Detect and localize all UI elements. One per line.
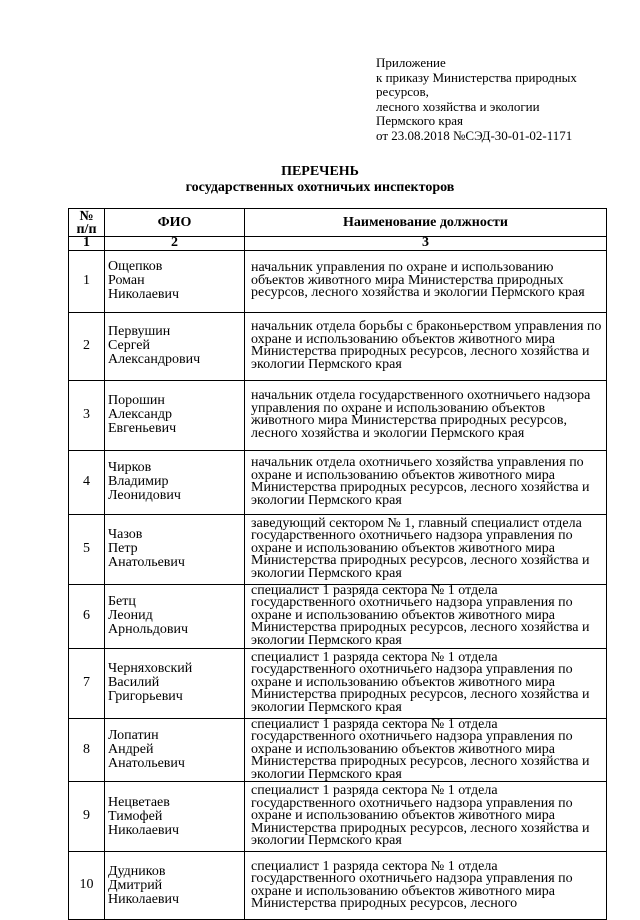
fio-surname: Лопатин — [108, 727, 159, 743]
row-fio — [105, 450, 245, 514]
row-number: 10 — [69, 852, 105, 920]
table-row — [69, 250, 607, 312]
row-number: 7 — [69, 648, 105, 718]
row-number: 3 — [69, 380, 105, 450]
fio-first: Дмитрий — [108, 877, 163, 893]
fio-surname: Черняховский — [108, 661, 193, 676]
row-number: 1 — [69, 250, 105, 312]
fio-surname: Дудников — [108, 863, 166, 879]
row-fio — [105, 380, 245, 450]
appendix-block — [376, 56, 636, 143]
fio-patronymic: Николаевич — [108, 891, 180, 907]
fio-patronymic: Леонидович — [108, 488, 181, 503]
position-text: специалист 1 разряда сектора № 1 отдела государственного охотничьего надзора управления по охране и использованию объектов животного мира Министерства природных ресурсов, лесного — [251, 858, 573, 911]
row-number: 6 — [69, 584, 105, 648]
header-position: Наименование должности — [245, 209, 607, 237]
table-row — [69, 782, 607, 852]
table-row — [69, 852, 607, 920]
fio-first: Владимир — [108, 474, 169, 489]
row-fio — [105, 250, 245, 312]
row-number: 9 — [69, 782, 105, 852]
position-text: начальник отдела борьбы с браконьерством управления по охране и использованию объектов животного мира Министерства природных ресурсов, лесного хозяйства и экологии Пермского края — [251, 319, 602, 372]
document-subtitle: государственных охотничьих инспекторов — [185, 180, 455, 195]
fio-patronymic: Александрович — [108, 352, 201, 367]
fio-first: Василий — [108, 675, 160, 690]
row-number: 8 — [69, 718, 105, 782]
position-text: специалист 1 разряда сектора № 1 отдела государственного охотничьего надзора управления по охране и использованию объектов животного мира Министерства природных ресурсов, лесного хозяйства и экологии Пермского края — [251, 716, 590, 782]
appendix-line: к приказу Министерства природных — [376, 69, 577, 85]
row-fio — [105, 648, 245, 718]
table-row — [69, 648, 607, 718]
row-fio — [105, 852, 245, 920]
fio-first: Андрей — [108, 741, 154, 757]
row-position — [245, 514, 607, 584]
table-row — [69, 584, 607, 648]
row-position — [245, 648, 607, 718]
row-position — [245, 380, 607, 450]
position-text: начальник управления по охране и использованию объектов животного мира Министерства природных ресурсов, лесного хозяйства и экологии Пермского края — [251, 260, 585, 301]
index-cell: 1 — [69, 237, 105, 251]
row-position — [245, 584, 607, 648]
table-header-row — [69, 209, 607, 237]
fio-patronymic: Анатольевич — [108, 555, 185, 570]
index-cell: 3 — [245, 237, 607, 251]
fio-surname: Чазов — [108, 527, 143, 542]
row-position — [245, 718, 607, 782]
fio-surname: Бетц — [108, 594, 136, 609]
row-position — [245, 782, 607, 852]
row-position — [245, 250, 607, 312]
row-number: 2 — [69, 312, 105, 380]
fio-first: Александр — [108, 407, 172, 422]
header-name: ФИО — [105, 209, 245, 237]
position-text: начальник отдела государственного охотничьего надзора управления по охране и использованию объектов животного мира Министерства природных ресурсов, лесного хозяйства и экологии Пермского края — [251, 388, 591, 441]
fio-patronymic: Арнольдович — [108, 622, 189, 637]
fio-surname: Порошин — [108, 393, 165, 408]
fio-patronymic: Николаевич — [108, 822, 180, 838]
document-title: ПЕРЕЧЕНЬ — [281, 164, 359, 179]
fio-patronymic: Евгеньевич — [108, 421, 177, 436]
row-position — [245, 312, 607, 380]
row-fio — [105, 718, 245, 782]
header-num: № п/п — [69, 209, 105, 237]
appendix-line: Приложение — [376, 55, 446, 70]
position-text: специалист 1 разряда сектора № 1 отдела государственного охотничьего надзора управления по охране и использованию объектов животного мира Министерства природных ресурсов, лесного хозяйства и экологии Пермского края — [251, 582, 590, 648]
fio-patronymic: Николаевич — [108, 287, 180, 302]
table-index-row — [69, 237, 607, 251]
table-row — [69, 514, 607, 584]
row-position — [245, 450, 607, 514]
table-row — [69, 312, 607, 380]
row-fio — [105, 782, 245, 852]
appendix-line: ресурсов, — [376, 84, 429, 99]
fio-first: Леонид — [108, 608, 153, 623]
row-fio — [105, 312, 245, 380]
fio-patronymic: Анатольевич — [108, 755, 185, 771]
appendix-line: лесного хозяйства и экологии — [376, 98, 540, 114]
inspectors-table — [68, 208, 607, 920]
fio-surname: Ощепков — [108, 259, 163, 274]
fio-surname: Чирков — [108, 460, 152, 475]
row-position — [245, 852, 607, 920]
row-fio — [105, 584, 245, 648]
appendix-line: от 23.08.2018 №СЭД-30-01-02-1171 — [376, 127, 573, 143]
appendix-line: Пермского края — [376, 113, 463, 128]
position-text: специалист 1 разряда сектора № 1 отдела государственного охотничьего надзора управления по охране и использованию объектов животного мира Министерства природных ресурсов, лесного хозяйства и экологии Пермского края — [251, 649, 590, 715]
row-fio — [105, 514, 245, 584]
fio-first: Сергей — [108, 338, 150, 353]
position-text: начальник отдела охотничьего хозяйства управления по охране и использованию объектов животного мира Министерства природных ресурсов, лесного хозяйства и экологии Пермского края — [251, 455, 590, 508]
index-cell: 2 — [105, 237, 245, 251]
fio-patronymic: Григорьевич — [108, 689, 183, 704]
position-text: заведующий сектором № 1, главный специалист отдела государственного охотничьего надзора управления по охране и использованию объектов животного мира Министерства природных ресурсов, лесного хозяйства и экологии Пермского края — [251, 515, 590, 581]
fio-first: Петр — [108, 541, 138, 556]
row-number: 4 — [69, 450, 105, 514]
position-text: специалист 1 разряда сектора № 1 отдела государственного охотничьего надзора управления по охране и использованию объектов животного мира Министерства природных ресурсов, лесного хозяйства и экологии Пермского края — [251, 783, 590, 849]
fio-first: Тимофей — [108, 808, 163, 824]
table-row — [69, 380, 607, 450]
fio-first: Роман — [108, 273, 145, 288]
table-row — [69, 450, 607, 514]
fio-surname: Нецветаев — [108, 794, 170, 810]
fio-surname: Первушин — [108, 324, 171, 339]
row-number: 5 — [69, 514, 105, 584]
table-row — [69, 718, 607, 782]
